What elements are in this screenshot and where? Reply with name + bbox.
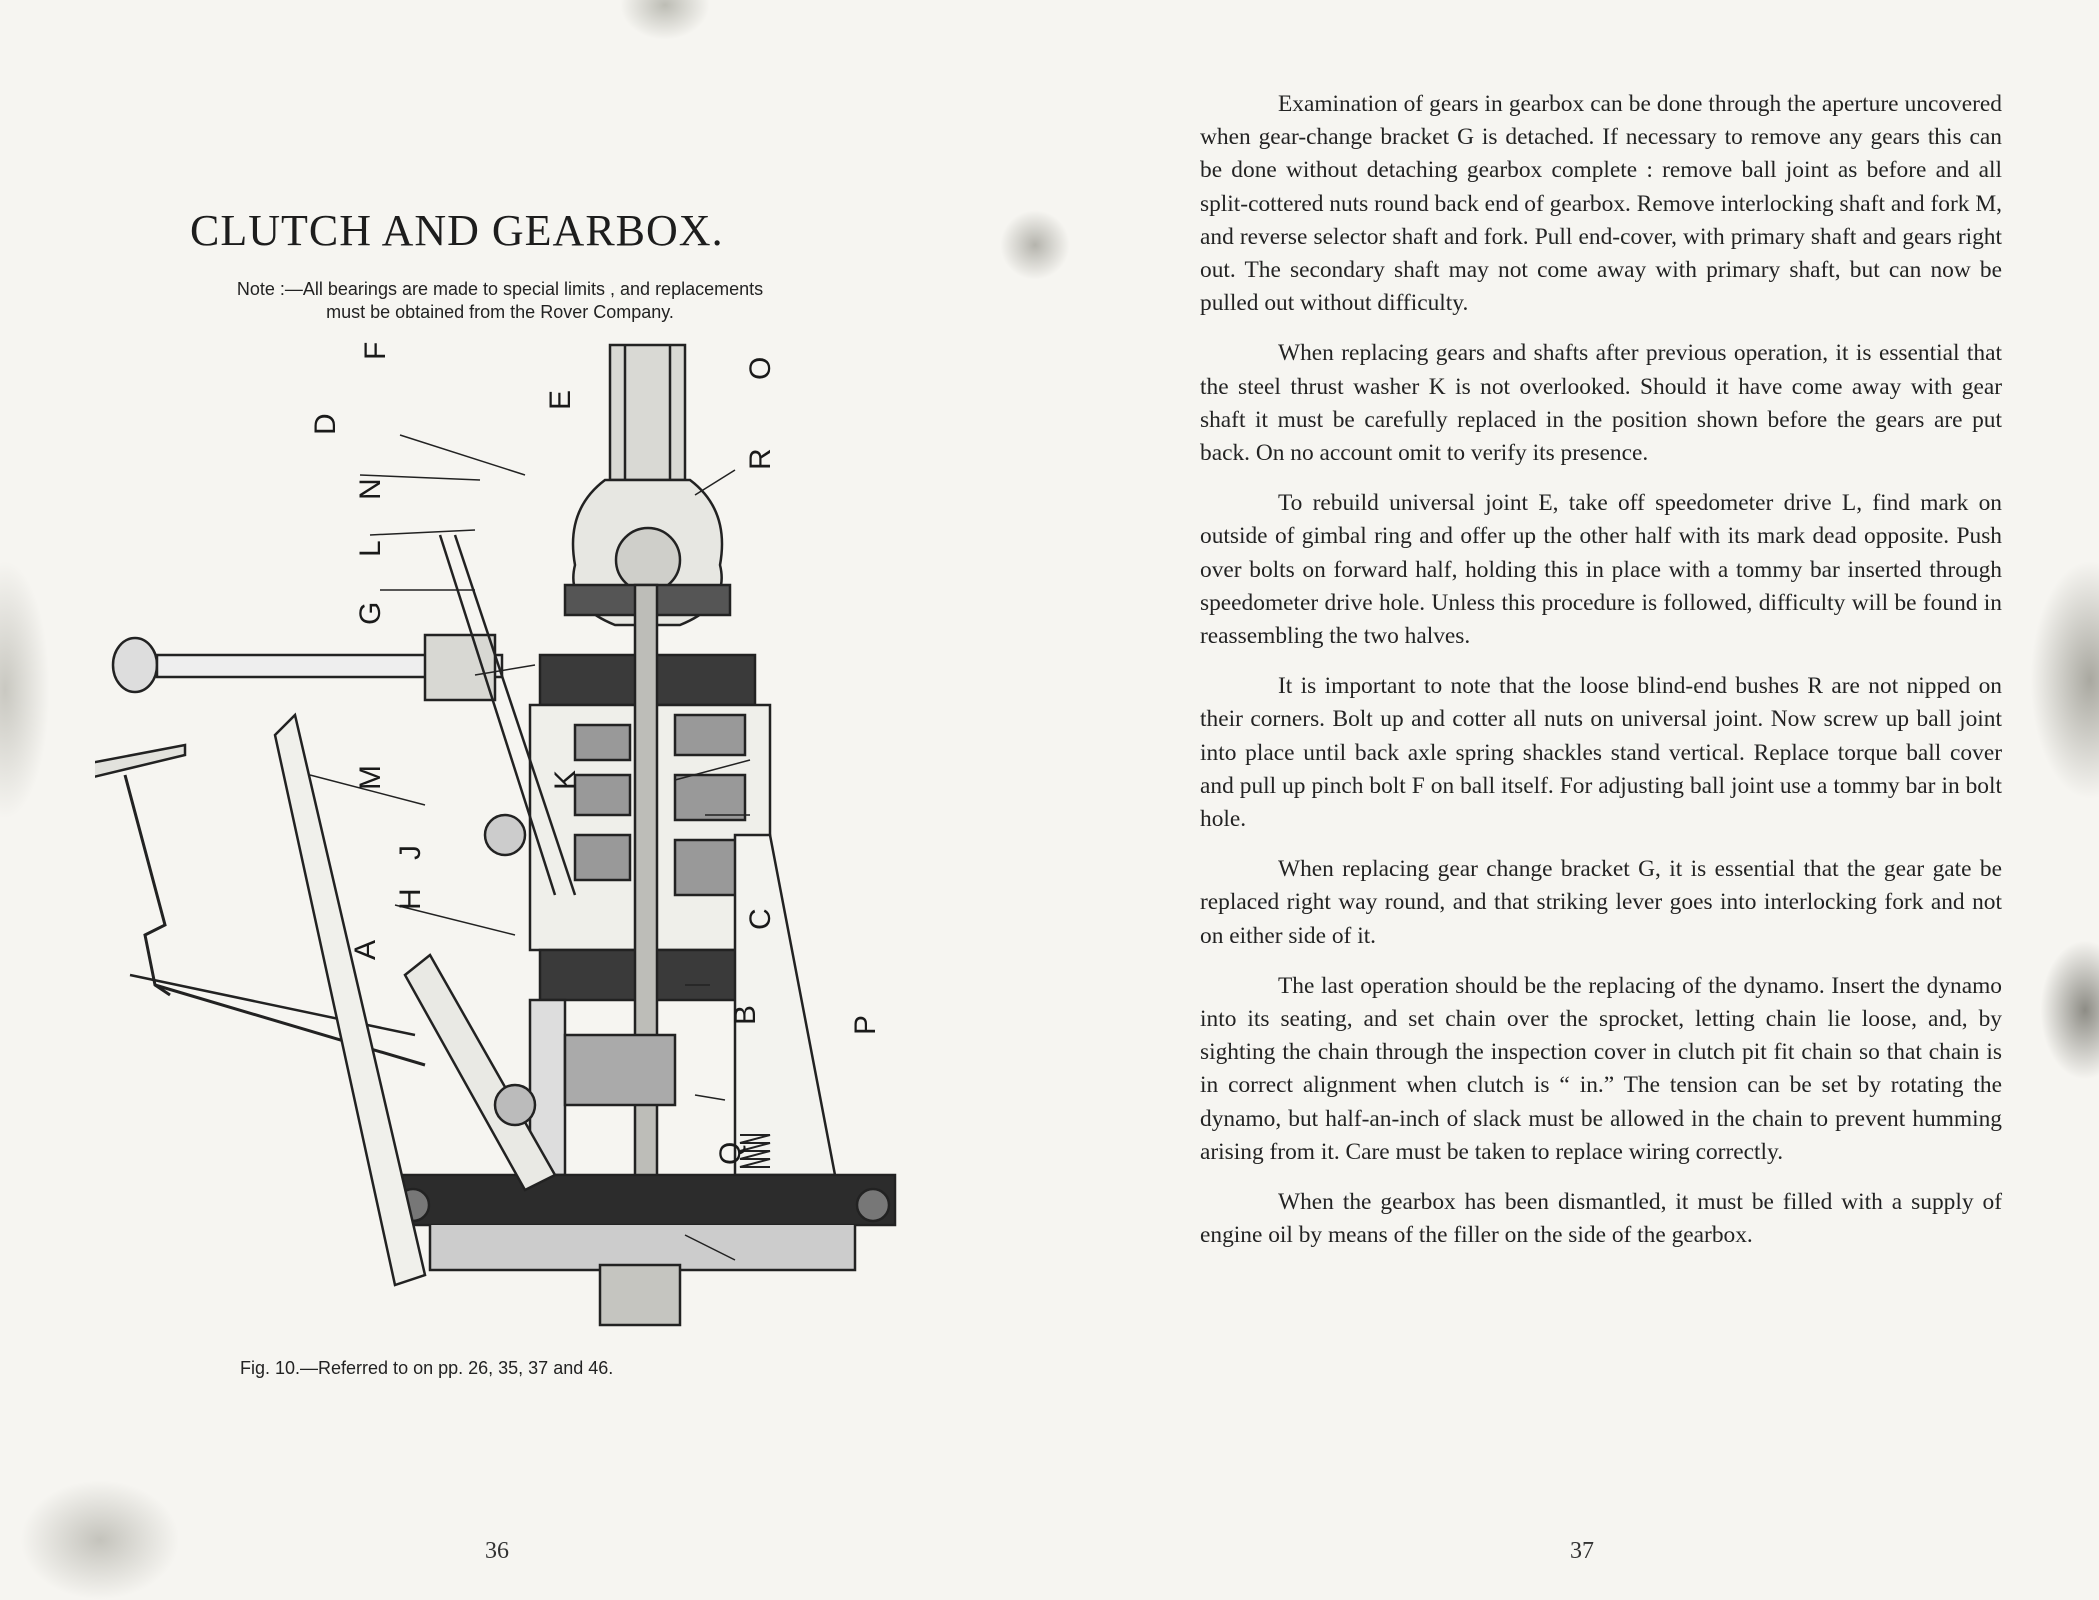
paragraph: Examination of gears in gearbox can be done through the aperture uncovered when gear-change bracket G is detached. If necessary to remove any gears this can be done without detaching gearbox complete : remove ball joint as before and all split-cottered nuts round back end of gearbox. Remove interlocking shaft and fork M, and reverse selector shaft and fork. Pull end-cover, with primary shaft and gears right out. The secondary shaft may not come away with primary shaft, but can now be pulled out without difficulty.	[1200, 91, 2002, 317]
callout-label-c: C	[744, 908, 777, 930]
page-number: 37	[1570, 1538, 1594, 1564]
gearbox-diagram-svg	[95, 335, 915, 1335]
page-title: CLUTCH AND GEARBOX.	[190, 206, 724, 255]
figure-caption: Fig. 10.—Referred to on pp. 26, 35, 37 and 46.	[240, 1358, 614, 1378]
callout-label-g: G	[354, 601, 387, 625]
bearings-note	[150, 278, 850, 324]
callout-label-a: A	[349, 939, 382, 960]
callout-label-h: H	[394, 888, 427, 910]
callout-label-q: Q	[714, 1141, 747, 1165]
paragraph: When replacing gears and shafts after previous operation, it is essential that the steel thrust washer K is not overlooked. Should it have come away with gear shaft it must be carefully replaced in the position shown before the gears are put back. On no account omit to verify its presence.	[1200, 340, 2002, 467]
left-page	[0, 0, 1030, 1598]
callout-label-p: P	[849, 1014, 882, 1035]
body-text	[1200, 88, 2002, 1270]
right-page	[1030, 0, 2099, 1598]
callout-label-r: R	[744, 448, 777, 470]
callout-label-d: D	[309, 413, 342, 435]
paragraph: It is important to note that the loose blind-end bushes R are not nipped on their corners. Bolt up and cotter all nuts on universal joint. Now screw up ball joint into place until back axle spring shackles stand vertical. Replace torque ball cover and pull up pinch bolt F on ball itself. For adjusting ball joint use a tommy bar in bolt hole.	[1200, 673, 2002, 833]
paragraph: When the gearbox has been dismantled, it must be filled with a supply of engine oil by means of the filler on the side of the gearbox.	[1200, 1189, 2002, 1249]
page-number: 36	[485, 1538, 509, 1564]
callout-label-m: M	[354, 765, 387, 790]
callout-label-b: B	[729, 1004, 762, 1025]
callout-label-f: F	[359, 341, 392, 360]
gearbox-diagram	[95, 335, 915, 1335]
callout-label-o: O	[744, 356, 777, 380]
note-line: must be obtained from the Rover Company.	[326, 302, 674, 322]
callout-label-n: N	[354, 478, 387, 500]
callout-label-e: E	[544, 389, 577, 410]
callout-label-k: K	[549, 769, 582, 790]
paragraph: When replacing gear change bracket G, it is essential that the gear gate be replaced right way round, and that striking lever goes into interlocking fork and not on either side of it.	[1200, 856, 2002, 949]
paragraph: To rebuild universal joint E, take off speedometer drive L, find mark on outside of gimbal ring and offer up the other half with its mark dead opposite. Push over bolts on forward half, holding this in place with a tommy bar inserted through speedometer drive hole. Unless this procedure is followed, difficulty will be found in reassembling the two halves.	[1200, 490, 2002, 650]
note-line: Note :—All bearings are made to special limits , and replacements	[236, 279, 764, 299]
paragraph: The last operation should be the replacing of the dynamo. Insert the dynamo into its seating, and set chain over the sprocket, letting chain lie loose, and, by sighting the chain through the inspection cover in clutch pit fit chain so that chain is in correct alignment when clutch is “ in.” The tension can be set by rotating the dynamo, but half-an-inch of slack must be allowed in the chain to prevent humming arising from it. Care must be taken to replace wiring correctly.	[1200, 972, 2002, 1165]
callout-label-j: J	[394, 845, 427, 860]
callout-label-l: L	[354, 540, 387, 557]
